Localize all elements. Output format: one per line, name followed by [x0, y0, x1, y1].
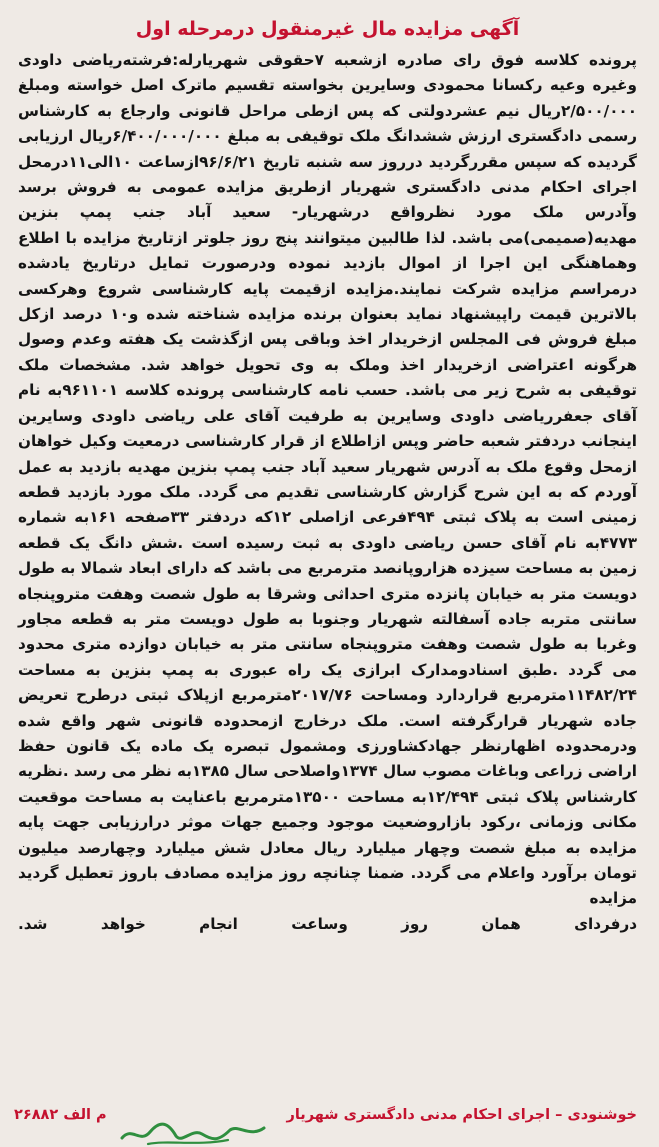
signature-scribble — [118, 1118, 268, 1147]
ad-title: آگهی مزایده مال غیرمنقول درمرحله اول — [135, 18, 520, 40]
ad-body-text: پرونده کلاسه فوق رای صادره ازشعبه ۷حقوقی شهریارله:فرشته‌ریاضی داودی وغیره وعیه رکسانا محمودی وسایرین بخواسته تقسیم ماترک اصل خواسته ومبلغ ۲/۵۰۰/۰۰۰ریال نیم عشردولتی که پس ازطی مراحل قانونی وارجاع به کارشناس رسمی دادگستری ارزش ششدانگ ملک توقیفی به مبلغ ۶/۴۰۰/۰۰۰/۰۰۰ریال ارزیابی گردیده که سپس مقررگردید درروز سه شنبه تاریخ ۹۶/۶/۲۱ازساعت ۱۰الی۱۱درمحل اجرای احکام مدنی دادگستری شهریار ازطریق مزایده عمومی به فروش برسد وآدرس ملک مورد نظرواقع درشهریار- سعید آباد جنب پمپ بنزین مهدیه(صمیمی)می باشد. لذا طالبین میتوانند پنج روز جلوتر ازتاریخ مزایده با اطلاع وهماهنگی این اجرا از اموال بازدید نموده ودرصورت تمایل درتاریخ یادشده درمراسم مزایده شرکت نمایند.مزایده ازقیمت پایه کارشناسی شروع وهرکسی بالاترین قیمت راپیشنهاد نماید بعنوان برنده مزایده شناخته شده و۱۰ درصد ازکل مبلغ فروش فی المجلس ازخریدار اخذ وباقی پس ازگذشت یک هفته وعدم وصول هرگونه اعتراضی ازخریدار اخذ وملک به وی تحویل خواهد شد. مشخصات ملک توقیفی به شرح زیر می باشد. حسب نامه کارشناسی پرونده کلاسه ۹۶۱۱۰۱به نام آقای جعفرریاضی داودی وسایرین به طرفیت آقای علی ریاضی داودی وسایرین اینجانب دردفتر شعبه حاضر وپس ازاطلاع از قرار کارشناسی درمعیت وکیل خواهان ازمحل وقوع ملک به آدرس شهریار سعید آباد جنب پمپ بنزین مهدیه بازدید به عمل آوردم که به این شرح گزارش کارشناسی تقدیم می گردد. ملک مورد بازدید قطعه زمینی است به پلاک ثبتی ۴۹۴فرعی ازاصلی ۱۲که دردفتر ۳۳صفحه ۱۶۱به شماره ۴۷۷۳به نام آقای حسن ریاضی داودی به ثبت رسیده است .شش دانگ یک قطعه زمین به مساحت سیزده هزاروپانصد مترمربع می باشد که دارای ابعاد شمالا به طول دویست متر به خیابان پانزده متری احداثی وشرقا به طول شصت وهفت متروپنجاه سانتی متربه جاده آسفالته شهریار وجنوبا به طول دویست متر به قطعه مجاور وغربا به طول شصت وهفت متروپنجاه سانتی متر به خیابان دوازده متری محدود می گردد .طبق اسنادومدارک ابرازی یک راه عبوری به پمپ بنزین به مساحت ۱۱۴۸۲/۲۴مترمربع قراردارد ومساحت ۲۰۱۷/۷۶مترمربع ازپلاک ثبتی درطرح تعریض جاده شهریار قرارگرفته است. ملک درخارج ازمحدوده قانونی شهر واقع شده ودرمحدوده اظهارنظر جهادکشاورزی ومشمول تبصره یک ماده یک قانون حفظ اراضی زراعی وباغات مصوب سال ۱۳۷۴واصلاحی سال ۱۳۸۵به نظر می رسد .نظریه کارشناس پلاک ثبتی ۱۲/۴۹۴به مساحت ۱۳۵۰۰مترمربع باعنایت به مساحت موقعیت مکانی وزمانی ،رکود بازاروضعیت موجود وجمیع جهات موثر درارزیابی جهت پایه مزایده به مبلغ شصت وچهار میلیارد ریال معادل شش میلیارد وچهارصد میلیون تومان برآورد واعلام می گردد. ضمنا چنانچه روز مزایده مصادف باروز تعطیل گردید مزایده — [18, 51, 638, 908]
ad-body-last-line: درفردای همان روز وساعت انجام خواهد شد. — [18, 914, 637, 933]
footer-code: م الف ۲۶۸۸۲ — [14, 1107, 107, 1123]
footer-source: خوشنودی – اجرای احکام مدنی دادگستری شهریار — [286, 1107, 637, 1123]
ad-footer — [14, 1100, 637, 1130]
